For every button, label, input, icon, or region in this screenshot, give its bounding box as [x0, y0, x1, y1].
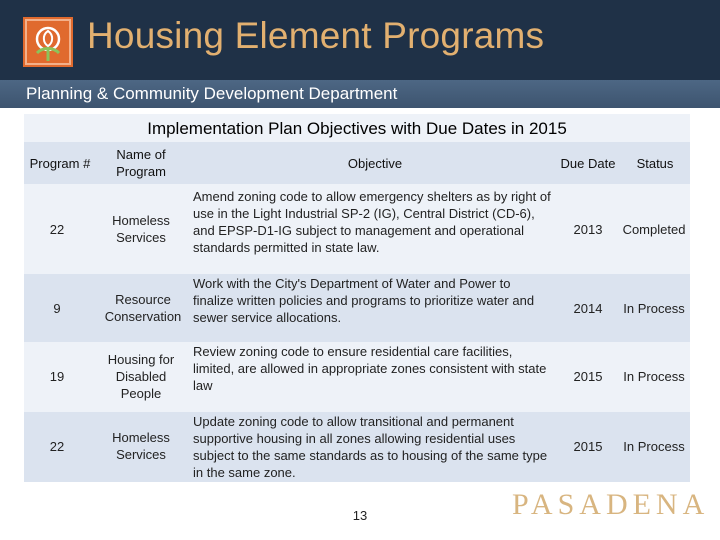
row-due-date: 2015: [573, 369, 603, 384]
header-program: Program #: [29, 156, 91, 171]
row-due-date: 2014: [573, 301, 603, 316]
row-program: 9: [53, 301, 61, 316]
row-status: Completed: [622, 222, 686, 237]
row-name: Homeless Services: [112, 213, 170, 245]
header-objective: Objective: [347, 156, 403, 171]
row-status: In Process: [623, 439, 685, 454]
row-objective: Work with the City's Department of Water and Power to finalize written policies and programs to prioritize water and sewer service allocations.: [193, 276, 535, 325]
row-objective: Update zoning code to allow transitional and permanent supportive housing in all zones allowing residential uses subject to the same standards as to housing of the same type in the same zone.: [193, 414, 548, 480]
row-program: 22: [49, 439, 65, 454]
header-due-date: Due Date: [560, 156, 616, 171]
row-due-date: 2013: [573, 222, 603, 237]
page-number: 13: [352, 508, 368, 523]
header-status: Status: [636, 156, 674, 171]
rose-logo-icon: [23, 17, 73, 67]
table-title: Implementation Plan Objectives with Due Dates in 2015: [147, 119, 567, 138]
row-status: In Process: [623, 301, 685, 316]
header-name: Name of Program: [116, 147, 166, 179]
row-due-date: 2015: [573, 439, 603, 454]
row-objective: Review zoning code to ensure residential care facilities, limited, are allowed in appropriate zones consistent with state law: [193, 344, 547, 393]
row-program: 22: [49, 222, 65, 237]
row-name: Housing for Disabled People: [107, 352, 175, 401]
department-subtitle: Planning & Community Development Department: [26, 84, 398, 103]
row-name: Homeless Services: [112, 430, 170, 462]
row-name: Resource Conservation: [104, 292, 182, 324]
table-title-bar: [24, 114, 690, 142]
slide-title: Housing Element Programs: [87, 15, 545, 56]
row-objective: Amend zoning code to allow emergency shelters as by right of use in the Light Industrial SP-2 (IG), Central District (CD-6), and EPSP-D1-IG subject to management and operational standards permitted in state law.: [193, 189, 551, 255]
row-status: In Process: [623, 369, 685, 384]
pasadena-logo: PASADENA: [512, 488, 710, 521]
row-program: 19: [49, 369, 65, 384]
